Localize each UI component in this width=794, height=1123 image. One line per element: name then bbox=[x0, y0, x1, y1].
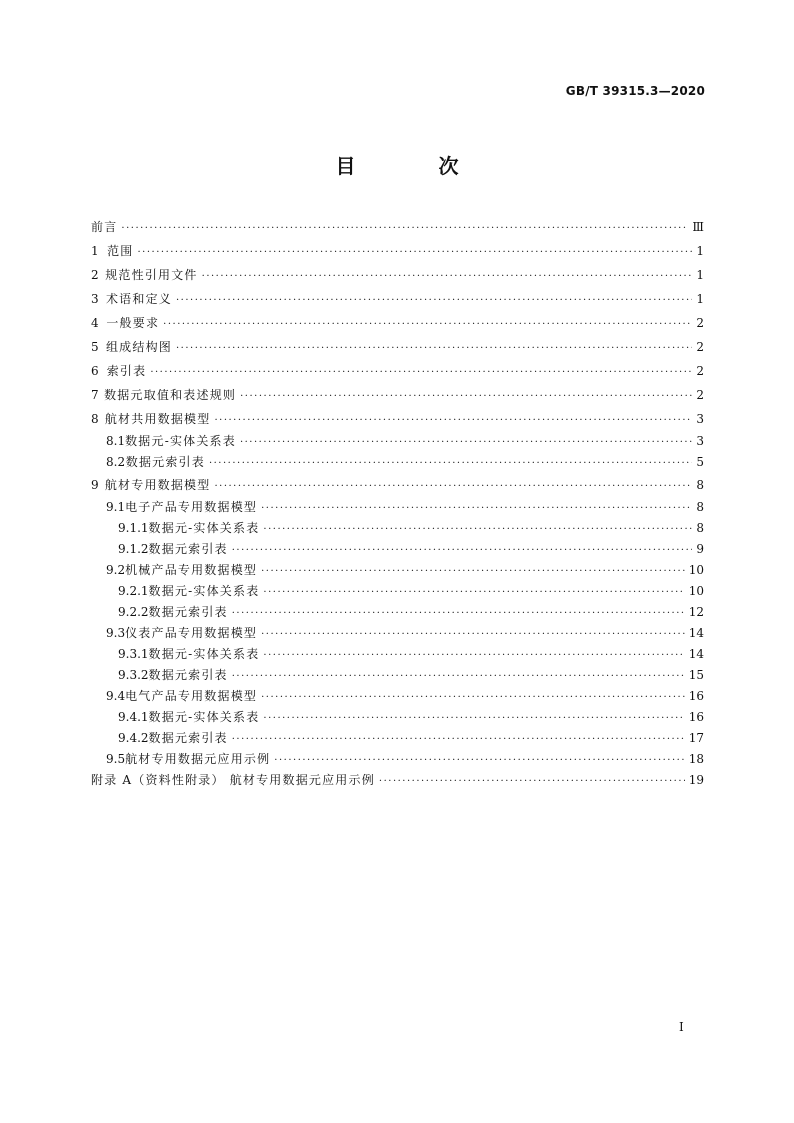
toc-entry-label: 范围 bbox=[107, 244, 134, 258]
toc-entry-label: 数据元-实体关系表 bbox=[148, 521, 260, 535]
toc-entry[interactable] bbox=[91, 686, 704, 707]
toc-entry-number: 9.3.1 bbox=[118, 647, 149, 661]
toc-entry[interactable] bbox=[91, 770, 704, 791]
toc-entry-label: 组成结构图 bbox=[105, 340, 172, 354]
toc-entry-label: 数据元索引表 bbox=[148, 668, 228, 682]
toc-entry[interactable] bbox=[91, 473, 704, 497]
toc-entry-number: 9.3 bbox=[106, 626, 126, 640]
dot-leader bbox=[274, 750, 684, 770]
toc-entry[interactable] bbox=[91, 560, 704, 581]
dot-leader bbox=[232, 603, 685, 623]
toc-entry[interactable] bbox=[91, 539, 704, 560]
toc-entry[interactable] bbox=[91, 623, 704, 644]
dot-leader bbox=[232, 729, 685, 749]
dot-leader bbox=[261, 687, 685, 707]
toc-entry[interactable] bbox=[91, 707, 704, 728]
toc-entry-label: 数据元-实体关系表 bbox=[125, 434, 236, 448]
toc-entry-label: 一般要求 bbox=[106, 316, 160, 330]
toc-entry-number: 9.4.1 bbox=[118, 710, 149, 724]
toc-entry-page: 3 bbox=[696, 412, 704, 426]
toc-entry-label: 数据元-实体关系表 bbox=[148, 584, 260, 598]
toc-entry-number: 9.1 bbox=[106, 500, 126, 514]
toc-entry-label: 前言 bbox=[91, 220, 118, 234]
toc-entry[interactable] bbox=[91, 287, 704, 311]
dot-leader bbox=[209, 453, 692, 473]
toc-entry-number: 9.4.2 bbox=[118, 731, 149, 745]
toc-entry-page: 8 bbox=[696, 500, 704, 514]
toc-entry-page: 8 bbox=[696, 521, 704, 535]
toc-entry-label: 数据元-实体关系表 bbox=[148, 647, 260, 661]
toc-entry-number: 9.2.1 bbox=[118, 584, 149, 598]
toc-entry[interactable] bbox=[91, 452, 704, 473]
toc-entry-page: 1 bbox=[696, 244, 704, 258]
toc-entry[interactable] bbox=[91, 407, 704, 431]
toc-entry-label: 规范性引用文件 bbox=[105, 268, 198, 282]
toc-entry-page: 14 bbox=[688, 626, 704, 640]
dot-leader bbox=[261, 561, 685, 581]
toc-entry-label: 电子产品专用数据模型 bbox=[125, 500, 258, 514]
toc-entry-label: 附录 A（资料性附录） 航材专用数据元应用示例 bbox=[91, 773, 375, 787]
toc-entry-page: 10 bbox=[688, 584, 704, 598]
toc-entry-page: 15 bbox=[688, 668, 704, 682]
toc-entry[interactable] bbox=[91, 239, 704, 263]
toc-entry-label: 数据元索引表 bbox=[148, 605, 228, 619]
toc-entry[interactable] bbox=[91, 644, 704, 665]
page-number: I bbox=[679, 1020, 684, 1034]
toc-entry-page: 17 bbox=[688, 731, 704, 745]
toc-entry-number: 5 bbox=[91, 340, 99, 354]
dot-leader bbox=[138, 241, 693, 263]
toc-entry-label: 机械产品专用数据模型 bbox=[125, 563, 258, 577]
dot-leader bbox=[121, 217, 688, 239]
toc-entry-number: 9.2.2 bbox=[118, 605, 149, 619]
toc-entry-page: 2 bbox=[696, 364, 704, 378]
toc-entry[interactable] bbox=[91, 581, 704, 602]
toc-entry[interactable] bbox=[91, 431, 704, 452]
toc-entry-label: 数据元索引表 bbox=[125, 455, 205, 469]
toc-entry-number: 8.2 bbox=[106, 455, 126, 469]
table-of-contents bbox=[91, 215, 704, 791]
toc-entry-label: 仪表产品专用数据模型 bbox=[125, 626, 258, 640]
toc-entry[interactable] bbox=[91, 383, 704, 407]
dot-leader bbox=[176, 289, 692, 311]
toc-entry-label: 航材共用数据模型 bbox=[104, 412, 211, 426]
toc-entry-page: 2 bbox=[696, 340, 704, 354]
toc-entry[interactable] bbox=[91, 215, 704, 239]
toc-entry-label: 术语和定义 bbox=[105, 292, 172, 306]
toc-entry-number: 3 bbox=[91, 292, 99, 306]
toc-entry-number: 6 bbox=[91, 364, 99, 378]
toc-entry-page: 1 bbox=[696, 268, 704, 282]
standard-code: GB/T 39315.3—2020 bbox=[565, 84, 705, 98]
toc-entry-number: 9.3.2 bbox=[118, 668, 149, 682]
toc-entry[interactable] bbox=[91, 665, 704, 686]
toc-entry-page: 19 bbox=[688, 773, 704, 787]
toc-entry-page: 9 bbox=[696, 542, 704, 556]
toc-entry-number: 1 bbox=[91, 244, 99, 258]
toc-entry-number: 9.4 bbox=[106, 689, 126, 703]
toc-entry-page: 14 bbox=[688, 647, 704, 661]
page-title: 目 次 bbox=[335, 154, 497, 178]
toc-entry-page: 1 bbox=[696, 292, 704, 306]
dot-leader bbox=[202, 265, 692, 287]
toc-entry-page: Ⅲ bbox=[692, 220, 704, 234]
toc-entry-number: 2 bbox=[91, 268, 99, 282]
toc-entry-label: 数据元-实体关系表 bbox=[148, 710, 260, 724]
toc-entry-label: 索引表 bbox=[106, 364, 147, 378]
toc-entry-page: 5 bbox=[696, 455, 704, 469]
toc-entry-label: 航材专用数据模型 bbox=[104, 478, 211, 492]
toc-entry[interactable] bbox=[91, 311, 704, 335]
toc-entry-number: 9.2 bbox=[106, 563, 126, 577]
toc-entry-number: 4 bbox=[91, 316, 99, 330]
toc-entry-number: 9.1.1 bbox=[118, 521, 149, 535]
dot-leader bbox=[263, 645, 684, 665]
dot-leader bbox=[150, 361, 692, 383]
toc-entry-label: 数据元索引表 bbox=[148, 542, 228, 556]
toc-entry-label: 电气产品专用数据模型 bbox=[125, 689, 258, 703]
toc-entry[interactable] bbox=[91, 335, 704, 359]
dot-leader bbox=[263, 708, 684, 728]
toc-entry-number: 9 bbox=[91, 478, 99, 492]
dot-leader bbox=[240, 385, 692, 407]
dot-leader bbox=[232, 540, 692, 560]
dot-leader bbox=[214, 475, 692, 497]
toc-entry-label: 航材专用数据元应用示例 bbox=[125, 752, 271, 766]
toc-entry[interactable] bbox=[91, 263, 704, 287]
dot-leader bbox=[379, 771, 685, 791]
dot-leader bbox=[214, 409, 692, 431]
toc-entry[interactable] bbox=[91, 602, 704, 623]
dot-leader bbox=[176, 337, 692, 359]
toc-entry-page: 16 bbox=[688, 710, 704, 724]
toc-entry-page: 12 bbox=[688, 605, 704, 619]
dot-leader bbox=[261, 498, 692, 518]
toc-entry-page: 10 bbox=[688, 563, 704, 577]
toc-entry[interactable] bbox=[91, 359, 704, 383]
dot-leader bbox=[240, 432, 692, 452]
toc-entry[interactable] bbox=[91, 728, 704, 749]
dot-leader bbox=[232, 666, 685, 686]
toc-entry-page: 3 bbox=[696, 434, 704, 448]
toc-entry-page: 8 bbox=[696, 478, 704, 492]
toc-entry-number: 8 bbox=[91, 412, 99, 426]
dot-leader bbox=[261, 624, 685, 644]
toc-entry-number: 9.1.2 bbox=[118, 542, 149, 556]
toc-entry-number: 9.5 bbox=[106, 752, 126, 766]
dot-leader bbox=[163, 313, 692, 335]
toc-entry-page: 16 bbox=[688, 689, 704, 703]
toc-entry-number: 7 bbox=[91, 388, 99, 402]
toc-entry-page: 2 bbox=[696, 316, 704, 330]
toc-entry-page: 18 bbox=[688, 752, 704, 766]
dot-leader bbox=[263, 519, 692, 539]
toc-entry-label: 数据元取值和表述规则 bbox=[104, 388, 237, 402]
dot-leader bbox=[263, 582, 684, 602]
toc-entry[interactable] bbox=[91, 497, 704, 518]
toc-entry-number: 8.1 bbox=[106, 434, 126, 448]
toc-entry[interactable] bbox=[91, 518, 704, 539]
toc-entry[interactable] bbox=[91, 749, 704, 770]
toc-entry-page: 2 bbox=[696, 388, 704, 402]
toc-entry-label: 数据元索引表 bbox=[148, 731, 228, 745]
